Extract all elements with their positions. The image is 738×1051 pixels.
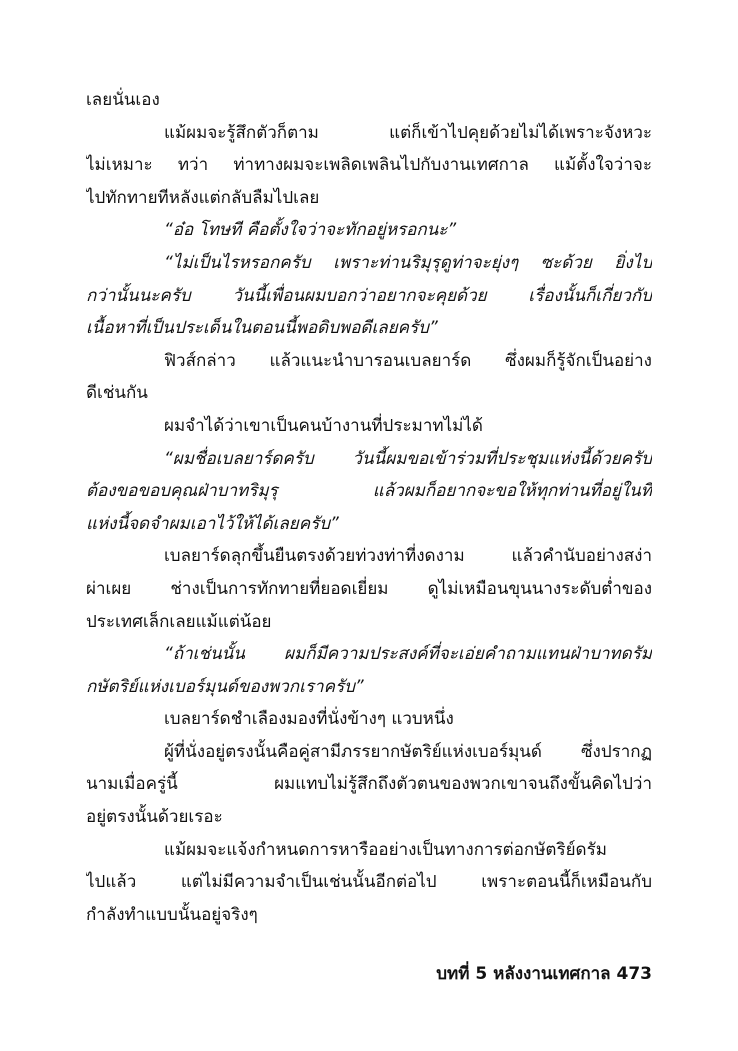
dialogue-line: ต้องขอขอบคุณฝ่าบาทริมุรุ แล้วผมก็อยากจะขอให้ทุกท่านที่อยู่ในที่: [86, 481, 652, 502]
text-line: กำลังทำแบบนั้นอยู่จริงๆ: [86, 904, 258, 925]
dialogue-line: “อ๋อ โทษที คือตั้งใจว่าจะทักอยู่หรอกนะ”: [164, 220, 457, 241]
text-line: แม้ผมจะรู้สึกตัวก็ตาม แต่ก็เข้าไปคุยด้วยไม่ได้เพราะจังหวะ: [164, 122, 652, 143]
text-line: ดีเช่นกัน: [86, 383, 148, 404]
page-footer: บทที่ 5 หลังงานเทศกาล 473: [436, 964, 652, 984]
text-line: ไม่เหมาะ ทว่า ท่าทางผมจะเพลิดเพลินไปกับงานเทศกาล แม้ตั้งใจว่าจะ: [86, 155, 652, 176]
dialogue-line: แห่งนี้จดจำผมเอาไว้ให้ได้เลยครับ”: [86, 513, 339, 534]
text-line: เบลยาร์ดลุกขึ้นยืนตรงด้วยท่วงท่าที่งดงาม แล้วคำนับอย่างสง่า: [164, 546, 652, 567]
dialogue-line: “ถ้าเช่นนั้น ผมก็มีความประสงค์ที่จะเอ่ยคำถามแทนฝ่าบาทดรัม: [164, 644, 652, 665]
text-line: เลยนั่นเอง: [86, 90, 160, 110]
text-line: เบลยาร์ดชำเลืองมองที่นั่งข้างๆ แวบหนึ่ง: [164, 709, 454, 730]
dialogue-line: กว่านั้นนะครับ วันนี้เพื่อนผมบอกว่าอยากจะคุยด้วย เรื่องนั้นก็เกี่ยวกับ: [86, 285, 652, 306]
dialogue-line: “ผมชื่อเบลยาร์ดครับ วันนี้ผมขอเข้าร่วมที่ประชุมแห่งนี้ด้วยครับ: [164, 448, 652, 469]
page-body: [86, 84, 652, 931]
dialogue-line: “ไม่เป็นไรหรอกครับ เพราะท่านริมุรุดูท่าจะยุ่งๆ ซะด้วย ยิ่งไป: [164, 252, 652, 273]
text-line: แม้ผมจะแจ้งกำหนดการหารืออย่างเป็นทางการต่อกษัตริย์ดรัม: [164, 839, 607, 860]
text-line: ไปทักทายทีหลังแต่กลับลืมไปเลย: [86, 187, 320, 208]
dialogue-line: กษัตริย์แห่งเบอร์มุนด์ของพวกเราครับ”: [86, 676, 364, 697]
text-line: ประเทศเล็กเลยแม้แต่น้อย: [86, 611, 272, 632]
text-line: ฟิวส์กล่าว แล้วแนะนำบารอนเบลยาร์ด ซึ่งผมก็รู้จักเป็นอย่าง: [164, 350, 652, 371]
text-line: นามเมื่อครู่นี้ ผมแทบไม่รู้สึกถึงตัวตนของพวกเขาจนถึงขั้นคิดไปว่า: [86, 774, 652, 795]
text-line: ผมจำได้ว่าเขาเป็นคนบ้างานที่ประมาทไม่ได้: [164, 415, 483, 436]
text-line: ไปแล้ว แต่ไม่มีความจำเป็นเช่นนั้นอีกต่อไป เพราะตอนนี้ก็เหมือนกับ: [86, 872, 652, 893]
dialogue-line: เนื้อหาที่เป็นประเด็นในตอนนี้พอดิบพอดีเลยครับ”: [86, 318, 438, 339]
text-line: ผู้ที่นั่งอยู่ตรงนั้นคือคู่สามีภรรยากษัตริย์แห่งเบอร์มุนด์ ซึ่งปรากฏ: [164, 741, 652, 762]
text-line: อยู่ตรงนั้นด้วยเรอะ: [86, 807, 223, 828]
text-line: ผ่าเผย ช่างเป็นการทักทายที่ยอดเยี่ยม ดูไม่เหมือนขุนนางระดับต่ำของ: [86, 578, 652, 599]
